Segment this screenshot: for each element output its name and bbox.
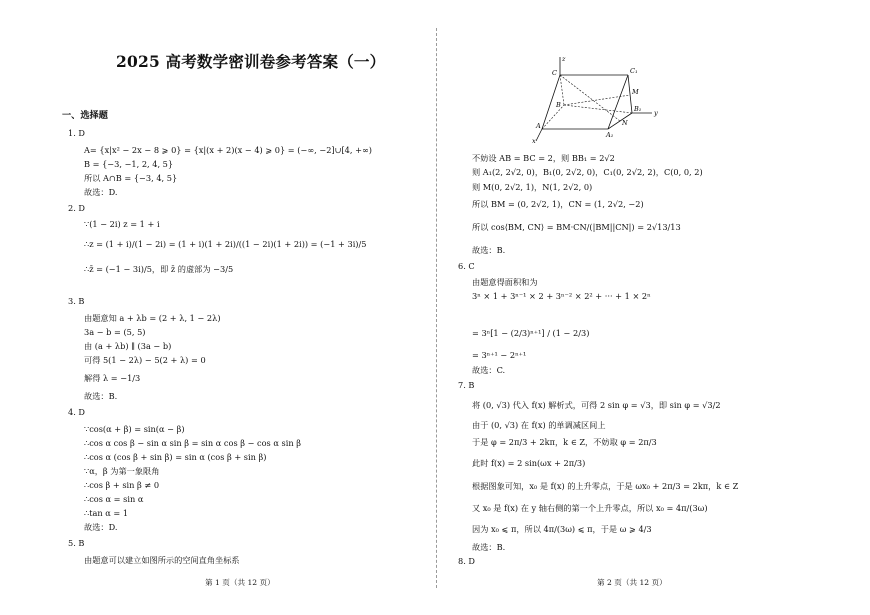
page-footer-right: 第 2 页（共 12 页） — [597, 578, 667, 587]
answer-line: 又 x₀ 是 f(x) 在 y 轴右侧的第一个上升零点，所以 x₀ = 4π/(3ω) — [472, 503, 708, 513]
answer-line: 解得 λ = −1/3 — [84, 373, 141, 383]
label-a: A — [536, 122, 541, 130]
answer-line: 此时 f(x) = 2 sin(ωx + 2π/3) — [472, 458, 586, 468]
answer-line: 故选：C. — [472, 365, 506, 375]
label-a1: A₁ — [606, 131, 614, 139]
answer-line: ∴z = (1 + i)/(1 − 2i) = (1 + i)(1 + 2i)/((1 − 2i)(1 + 2i)) = (−1 + 3i)/5 — [84, 239, 367, 249]
answer-line: 所以 A∩B = {−3, 4, 5} — [84, 173, 178, 183]
label-c: C — [552, 69, 557, 77]
answer-line: 则 M(0, 2√2, 1)，N(1, 2√2, 0) — [472, 182, 593, 192]
answer-line: = 3ⁿ⁺¹ − 2ⁿ⁺¹ — [472, 350, 527, 360]
answer-line: ∴cos α (cos β + sin β) = sin α (cos β + sin β) — [84, 452, 267, 462]
answer-line: 由题意可以建立如图所示的空间直角坐标系 — [84, 555, 240, 565]
answer-line: 3ⁿ × 1 + 3ⁿ⁻¹ × 2 + 3ⁿ⁻² × 2² + ··· + 1 × 2ⁿ — [472, 291, 651, 301]
answer-line: ∴tan α = 1 — [84, 508, 129, 518]
label-n: N — [622, 119, 628, 127]
answer-line: = 3ⁿ[1 − (2/3)ⁿ⁺¹] / (1 − 2/3) — [472, 328, 590, 338]
answer-line: ∴z̄ = (−1 − 3i)/5，即 z̄ 的虚部为 −3/5 — [84, 264, 234, 274]
answer-line: 根据图象可知，x₀ 是 f(x) 的上升零点，于是 ωx₀ + 2π/3 = 2kπ，k ∈ Z — [472, 481, 739, 491]
answer-line: ∴cos β + sin β ≠ 0 — [84, 480, 160, 490]
answer-line: ∵α，β 为第一象限角 — [84, 466, 160, 476]
answer-line: 故选：B. — [84, 391, 118, 401]
answer-line: 故选：B. — [472, 245, 506, 255]
answer-line: 3a − b = (5, 5) — [84, 327, 146, 337]
answer-line: 由于 (0, √3) 在 f(x) 的单调减区间上 — [472, 420, 606, 430]
answer-line: 所以 BM = (0, 2√2, 1)，CN = (1, 2√2, −2) — [472, 199, 644, 209]
label-x: x — [532, 137, 536, 145]
page-title: 2025 高考数学密训卷参考答案（一） — [116, 52, 386, 71]
label-c1: C₁ — [630, 67, 638, 75]
answer-line: ∵cos(α + β) = sin(α − β) — [84, 424, 185, 434]
answer-line: 故选：D. — [84, 522, 118, 532]
answer-line: 5. B — [68, 538, 85, 548]
answer-line: 3. B — [68, 296, 85, 306]
answer-line: 故选：B. — [472, 542, 506, 552]
answer-line: 故选：D. — [84, 187, 118, 197]
x-axis — [536, 129, 542, 141]
edge — [608, 113, 632, 129]
label-b: B — [556, 101, 561, 109]
section-heading: 一、选择题 — [62, 110, 108, 121]
answer-line: 可得 5(1 − 2λ) − 5(2 + λ) = 0 — [84, 355, 206, 365]
hidden-edge — [560, 75, 620, 121]
answer-line: 因为 x₀ ⩽ π，所以 4π/(3ω) ⩽ π，于是 ω ⩾ 4/3 — [472, 524, 652, 534]
label-b1: B₁ — [634, 105, 642, 113]
answer-line: B = {−3, −1, 2, 4, 5} — [84, 159, 174, 169]
answer-line: 8. D — [458, 556, 475, 566]
answer-line: 由题意得面积和为 — [472, 277, 538, 287]
answer-line: 1. D — [68, 128, 85, 138]
answer-line: 则 A₁(2, 2√2, 0)，B₁(0, 2√2, 0)，C₁(0, 2√2, 2)，C(0, 0, 2) — [472, 167, 703, 177]
answer-line: ∴cos α = sin α — [84, 494, 144, 504]
label-z: z — [562, 55, 566, 63]
hidden-edge — [564, 105, 632, 113]
label-y: y — [654, 109, 658, 117]
answer-line: 由 (a + λb) ∥ (3a − b) — [84, 341, 172, 351]
answer-line: A= {x|x² − 2x − 8 ⩾ 0} = {x|(x + 2)(x − 4) ⩾ 0} = (−∞, −2]∪[4, +∞) — [84, 145, 372, 155]
answer-line: 于是 φ = 2π/3 + 2kπ，k ∈ Z，不妨取 φ = 2π/3 — [472, 437, 657, 447]
label-m: M — [632, 88, 639, 96]
page-footer-left: 第 1 页（共 12 页） — [205, 578, 275, 587]
answer-line: 4. D — [68, 407, 85, 417]
page-divider — [436, 28, 437, 588]
answer-line: 所以 cos⟨BM, CN⟩ = BM·CN/(|BM||CN|) = 2√13/13 — [472, 222, 681, 232]
prism-diagram — [530, 55, 670, 147]
answer-line: 不妨设 AB = BC = 2，则 BB₁ = 2√2 — [472, 153, 615, 163]
answer-line: 6. C — [458, 261, 475, 271]
answer-line: 由题意知 a + λb = (2 + λ, 1 − 2λ) — [84, 313, 221, 323]
answer-line: 2. D — [68, 203, 85, 213]
answer-line: ∴cos α cos β − sin α sin β = sin α cos β − cos α sin β — [84, 438, 301, 448]
answer-line: ∵(1 − 2i) z = 1 + i — [84, 219, 160, 229]
answer-line: 将 (0, √3) 代入 f(x) 解析式，可得 2 sin φ = √3，即 sin φ = √3/2 — [472, 400, 721, 410]
answer-line: 7. B — [458, 380, 475, 390]
